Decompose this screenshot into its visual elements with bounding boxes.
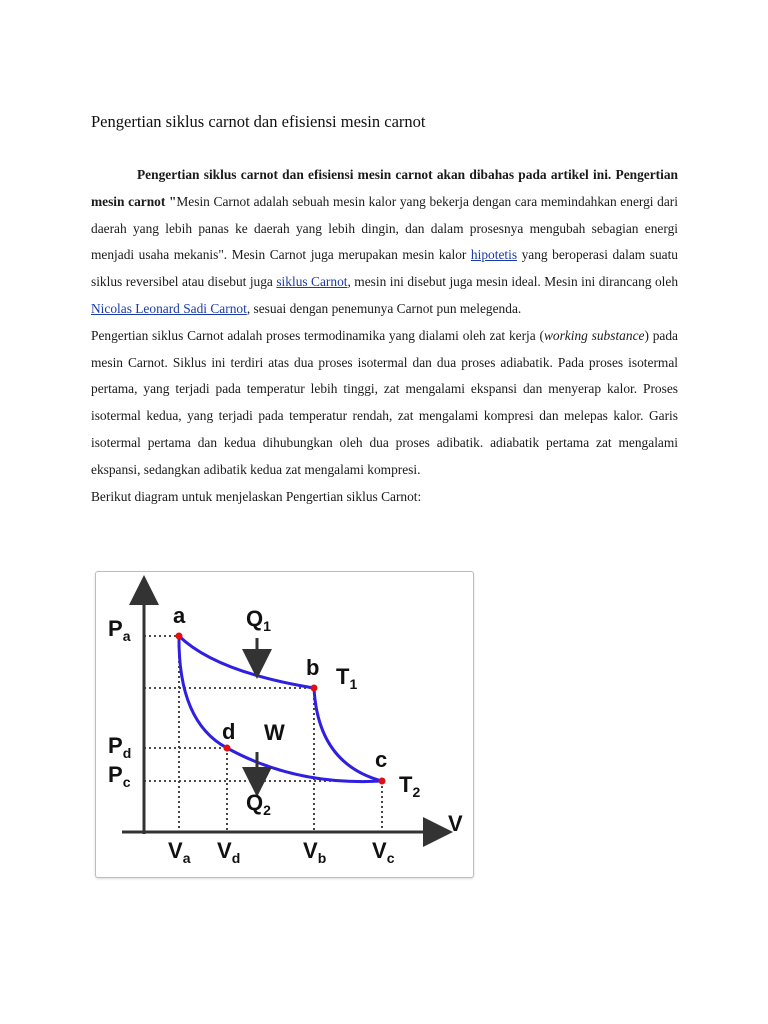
x-tick-label-vc: $V_c$ [372,838,395,866]
point-b-label: b [306,655,320,680]
x-tick-label-va: $V_a$ [168,838,191,866]
point-c-label: c [375,747,388,772]
intro-bold-text: Pengertian siklus carnot dan efisiensi mesin carnot akan dibahas pada artikel ini. Pengertian mesin carnot " [91,167,678,209]
work-label: W [264,720,285,745]
x-axis-label: V [448,811,463,836]
page-title: Pengertian siklus carnot dan efisiensi mesin carnot [91,112,426,131]
point-b-marker [311,685,318,692]
y-tick-label-pc: $P_c$ [108,762,131,790]
heat-in-label: $Q_1$ [246,606,271,634]
intro-text-2: yang beroperasi dalam suatu siklus reversibel atau disebut juga [91,247,679,290]
intro-text-1: Mesin Carnot adalah sebuah mesin kalor yang bekerja dengan cara memindahkan energi dari daerah yang lebih panas ke daerah yang lebih dingin, dan dalam prosesnya mengubah sebagian energi menjadi usaha mekanis". Mesin Carnot juga merupakan mesin kalor [91,193,678,263]
article-body [91,162,678,510]
heat-out-label: $Q_2$ [246,790,271,818]
point-d-label: d [222,719,236,744]
x-tick-label-vb: $V_b$ [303,838,327,866]
link-hipotetis[interactable]: hipotetis [470,247,518,263]
y-tick-label-pd: $P_d$ [108,733,132,761]
carnot-diagram-figure [95,571,474,878]
link-siklus-carnot[interactable]: siklus Carnot [276,274,348,290]
isotherm-hot-curve [179,636,314,688]
y-tick-label-pa: $P_a$ [108,616,131,644]
intro-text-3: , mesin ini disebut juga mesin ideal. Mesin ini dirancang oleh [347,274,679,290]
definition-text-1: Pengertian siklus Carnot adalah proses termodinamika yang dialami oleh zat kerja ( [91,327,544,343]
x-tick-label-vd: $V_d$ [217,838,241,866]
carnot-cycle-curves [179,636,382,782]
intro-text-4: , sesuai dengan penemunya Carnot pun melegenda. [246,300,522,316]
point-c-marker [379,778,386,785]
carnot-pv-diagram [96,572,473,877]
definition-italic: working substance [543,327,645,343]
adiabat-expansion-curve [314,688,382,781]
link-sadi-carnot[interactable]: Nicolas Leonard Sadi Carnot [91,300,247,316]
paragraph-intro [91,162,678,323]
temperature-low-label: $T_2$ [399,772,421,800]
paragraph-definition [91,323,678,484]
point-a-label: a [173,603,186,628]
point-d-marker [224,745,231,752]
isotherm-cold-curve [227,748,382,782]
point-a-marker [176,633,183,640]
temperature-high-label: $T_1$ [336,664,358,692]
paragraph-diagram-intro: Berikut diagram untuk menjelaskan Pengertian siklus Carnot: [91,488,422,504]
definition-text-2: ) pada mesin Carnot. Siklus ini terdiri atas dua proses isotermal dan dua proses adiabatik. Pada proses isotermal pertama, yang terjadi pada temperatur lebih tinggi, zat mengalami ekspansi dan menyerap kalor. Proses isotermal kedua, yang terjadi pada temperatur rendah, zat mengalami kompresi dan melepas kalor. Garis isotermal pertama dan kedua dihubungkan oleh dua proses adibatik. adiabatik pertama zat mengalami ekspansi, sedangkan adibatik kedua zat mengalami kompresi. [91,327,678,477]
